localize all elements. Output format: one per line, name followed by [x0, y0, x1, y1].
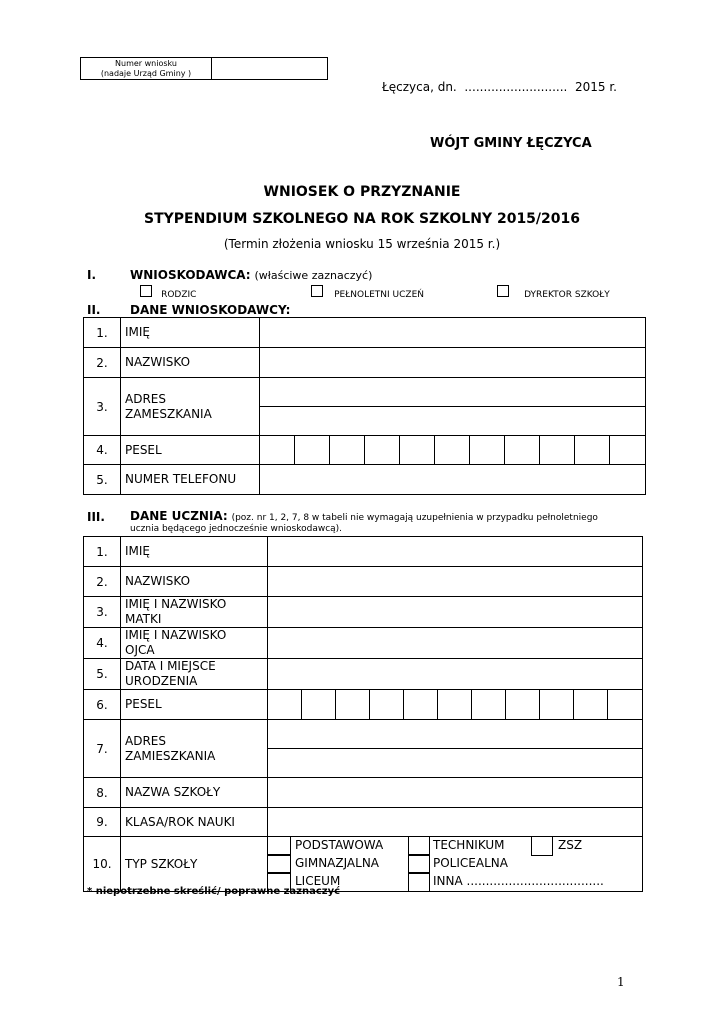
- school-type-label-inna: INNA ....................................: [433, 874, 604, 888]
- pesel-digit[interactable]: [610, 436, 646, 465]
- pesel-digit[interactable]: [370, 690, 404, 720]
- table-row: [84, 628, 643, 659]
- row-number: 3.: [84, 597, 121, 628]
- row-label-line1: IMIĘ I NAZWISKO: [125, 628, 227, 642]
- pesel-digit[interactable]: [540, 436, 575, 465]
- row-label-line2: MATKI: [125, 612, 162, 626]
- table-row: [84, 837, 643, 892]
- school-type-label-podstawowa: PODSTAWOWA: [295, 838, 384, 852]
- section3-note-1: (poz. nr 1, 2, 7, 8 w tabeli nie wymagają uzupełnienia w przypadku pełnoletniego: [231, 513, 598, 523]
- row-number: 3.: [84, 378, 121, 436]
- row-label: PESEL: [121, 436, 260, 465]
- applicant-table: [83, 317, 646, 495]
- row-label: [121, 628, 268, 659]
- option-adult-student[interactable]: [311, 282, 424, 301]
- section1-heading: [130, 268, 372, 282]
- row-number: 5.: [84, 465, 121, 495]
- pesel-digit[interactable]: [404, 690, 438, 720]
- option-principal[interactable]: [497, 282, 610, 301]
- date-line: Łęczyca, dn. ........................... 2015 r.: [382, 80, 617, 94]
- row-number: 5.: [84, 659, 121, 690]
- table-row: [84, 436, 646, 465]
- pesel-digit[interactable]: [330, 436, 365, 465]
- page-number: 1: [617, 975, 625, 989]
- pesel-digit[interactable]: [608, 690, 643, 720]
- row-label: [121, 659, 268, 690]
- school-type-checkbox-technikum[interactable]: [408, 836, 430, 856]
- pesel-digit[interactable]: [472, 690, 506, 720]
- section3-title: DANE UCZNIA:: [130, 509, 228, 523]
- table-row: [84, 348, 646, 378]
- pesel-digit[interactable]: [470, 436, 505, 465]
- school-type-grid: [268, 837, 642, 891]
- table-row: [84, 808, 643, 837]
- school-type-label-zsz: ZSZ: [558, 838, 583, 852]
- table-row: [84, 778, 643, 808]
- pesel-digit[interactable]: [260, 436, 295, 465]
- section2-roman: II.: [87, 303, 101, 317]
- row-label: NUMER TELEFONU: [121, 465, 260, 495]
- section2-heading: DANE WNIOSKODAWCY:: [130, 303, 291, 317]
- school-type-checkbox-gimnazjalna[interactable]: [267, 854, 291, 874]
- school-type-cell: [268, 837, 643, 892]
- student-last-name-field[interactable]: [268, 567, 643, 597]
- school-type-label-policealna: POLICEALNA: [433, 856, 508, 870]
- student-first-name-field[interactable]: [268, 537, 643, 567]
- school-name-field[interactable]: [268, 778, 643, 808]
- section3-roman: III.: [87, 510, 105, 524]
- adult-student-checkbox[interactable]: [311, 285, 323, 297]
- row-label-line1: ADRES: [125, 733, 166, 748]
- table-row: [84, 537, 643, 567]
- row-label: [121, 378, 260, 436]
- applicant-last-name-field[interactable]: [260, 348, 646, 378]
- section1-title: WNIOSKODAWCA:: [130, 268, 251, 282]
- pesel-digit[interactable]: [435, 436, 470, 465]
- pesel-digit[interactable]: [438, 690, 472, 720]
- table-row: [84, 378, 646, 407]
- row-label: PESEL: [121, 690, 268, 720]
- row-label: TYP SZKOŁY: [121, 837, 268, 892]
- row-label: NAZWISKO: [121, 348, 260, 378]
- parent-checkbox[interactable]: [140, 285, 152, 297]
- section1-note: (właściwe zaznaczyć): [254, 269, 373, 282]
- father-name-field[interactable]: [268, 628, 643, 659]
- section3-heading-block: [130, 510, 640, 525]
- school-type-checkbox-zsz[interactable]: [531, 836, 553, 856]
- option-parent[interactable]: [140, 282, 196, 301]
- option-parent-label: RODZIC: [161, 290, 197, 300]
- row-label: NAZWISKO: [121, 567, 268, 597]
- applicant-address-field-2[interactable]: [260, 407, 646, 436]
- row-label-line1: DATA I MIEJSCE: [125, 659, 216, 673]
- pesel-digit[interactable]: [574, 690, 608, 720]
- row-number: 6.: [84, 690, 121, 720]
- row-number: 8.: [84, 778, 121, 808]
- addressee: WÓJT GMINY ŁĘCZYCA: [430, 136, 592, 151]
- row-number: 2.: [84, 567, 121, 597]
- row-label-line2: URODZENIA: [125, 674, 198, 688]
- school-type-label-gimnazjalna: GIMNAZJALNA: [295, 856, 380, 870]
- row-label: [121, 720, 268, 778]
- table-row: [84, 465, 646, 495]
- row-label: IMIĘ: [121, 318, 260, 348]
- applicant-address-field-1[interactable]: [260, 378, 646, 407]
- school-type-label-liceum: LICEUM: [295, 874, 341, 888]
- mother-name-field[interactable]: [268, 597, 643, 628]
- row-number: 1.: [84, 537, 121, 567]
- row-label: [121, 597, 268, 628]
- row-number: 9.: [84, 808, 121, 837]
- row-label-line2: ZAMESZKANIA: [125, 406, 212, 421]
- option-adult-student-label: PEŁNOLETNI UCZEŃ: [334, 290, 424, 300]
- title-line-2: STYPENDIUM SZKOLNEGO NA ROK SZKOLNY 2015/2016: [143, 211, 581, 227]
- pesel-digit[interactable]: [506, 690, 540, 720]
- pesel-digit[interactable]: [295, 436, 330, 465]
- pesel-digit[interactable]: [336, 690, 370, 720]
- row-label-line1: IMIĘ I NAZWISKO: [125, 597, 227, 611]
- school-type-checkbox-inna[interactable]: [408, 872, 430, 892]
- applicant-first-name-field[interactable]: [260, 318, 646, 348]
- row-number: 1.: [84, 318, 121, 348]
- table-row: [84, 690, 643, 720]
- student-address-field-2[interactable]: [268, 749, 643, 778]
- row-number: 4.: [84, 628, 121, 659]
- table-row: [84, 659, 643, 690]
- row-label: KLASA/ROK NAUKI: [121, 808, 268, 837]
- section3-note-2: ucznia będącego jednocześnie wnioskodawcą).: [130, 524, 343, 534]
- applicant-phone-field[interactable]: [260, 465, 646, 495]
- application-number-box: [80, 57, 328, 80]
- application-number-field[interactable]: [212, 58, 327, 79]
- row-number: 2.: [84, 348, 121, 378]
- class-year-field[interactable]: [268, 808, 643, 837]
- option-principal-label: DYREKTOR SZKOŁY: [524, 290, 610, 300]
- pesel-digit[interactable]: [540, 690, 574, 720]
- table-row: [84, 720, 643, 749]
- row-label-line1: ADRES: [125, 391, 166, 406]
- row-number: 7.: [84, 720, 121, 778]
- row-label: NAZWA SZKOŁY: [121, 778, 268, 808]
- row-number: 10.: [84, 837, 121, 892]
- row-label-line2: ZAMIESZKANIA: [125, 748, 216, 763]
- title-line-1: WNIOSEK O PRZYZNANIE: [263, 184, 461, 200]
- school-type-checkbox-policealna[interactable]: [408, 854, 430, 874]
- pesel-digit[interactable]: [268, 690, 302, 720]
- deadline-note: (Termin złożenia wniosku 15 września 2015 r.): [223, 237, 501, 251]
- table-row: [84, 567, 643, 597]
- row-label: IMIĘ: [121, 537, 268, 567]
- pesel-digit[interactable]: [302, 690, 336, 720]
- birth-date-place-field[interactable]: [268, 659, 643, 690]
- footnote: * niepotrzebne skreślić/ poprawne zaznaczyć: [87, 886, 341, 897]
- application-number-label: Numer wniosku (nadaje Urząd Gminy ): [81, 58, 212, 80]
- pesel-digit[interactable]: [575, 436, 610, 465]
- row-number: 4.: [84, 436, 121, 465]
- school-type-label-technikum: TECHNIKUM: [433, 838, 505, 852]
- table-row: [84, 318, 646, 348]
- section1-roman: I.: [87, 268, 97, 282]
- student-address-field-1[interactable]: [268, 720, 643, 749]
- student-table: [83, 536, 643, 892]
- pesel-digit[interactable]: [400, 436, 435, 465]
- pesel-digit[interactable]: [365, 436, 400, 465]
- table-row: [84, 597, 643, 628]
- pesel-digit[interactable]: [505, 436, 540, 465]
- school-type-checkbox-podstawowa[interactable]: [267, 836, 291, 856]
- principal-checkbox[interactable]: [497, 285, 509, 297]
- row-label-line2: OJCA: [125, 643, 155, 657]
